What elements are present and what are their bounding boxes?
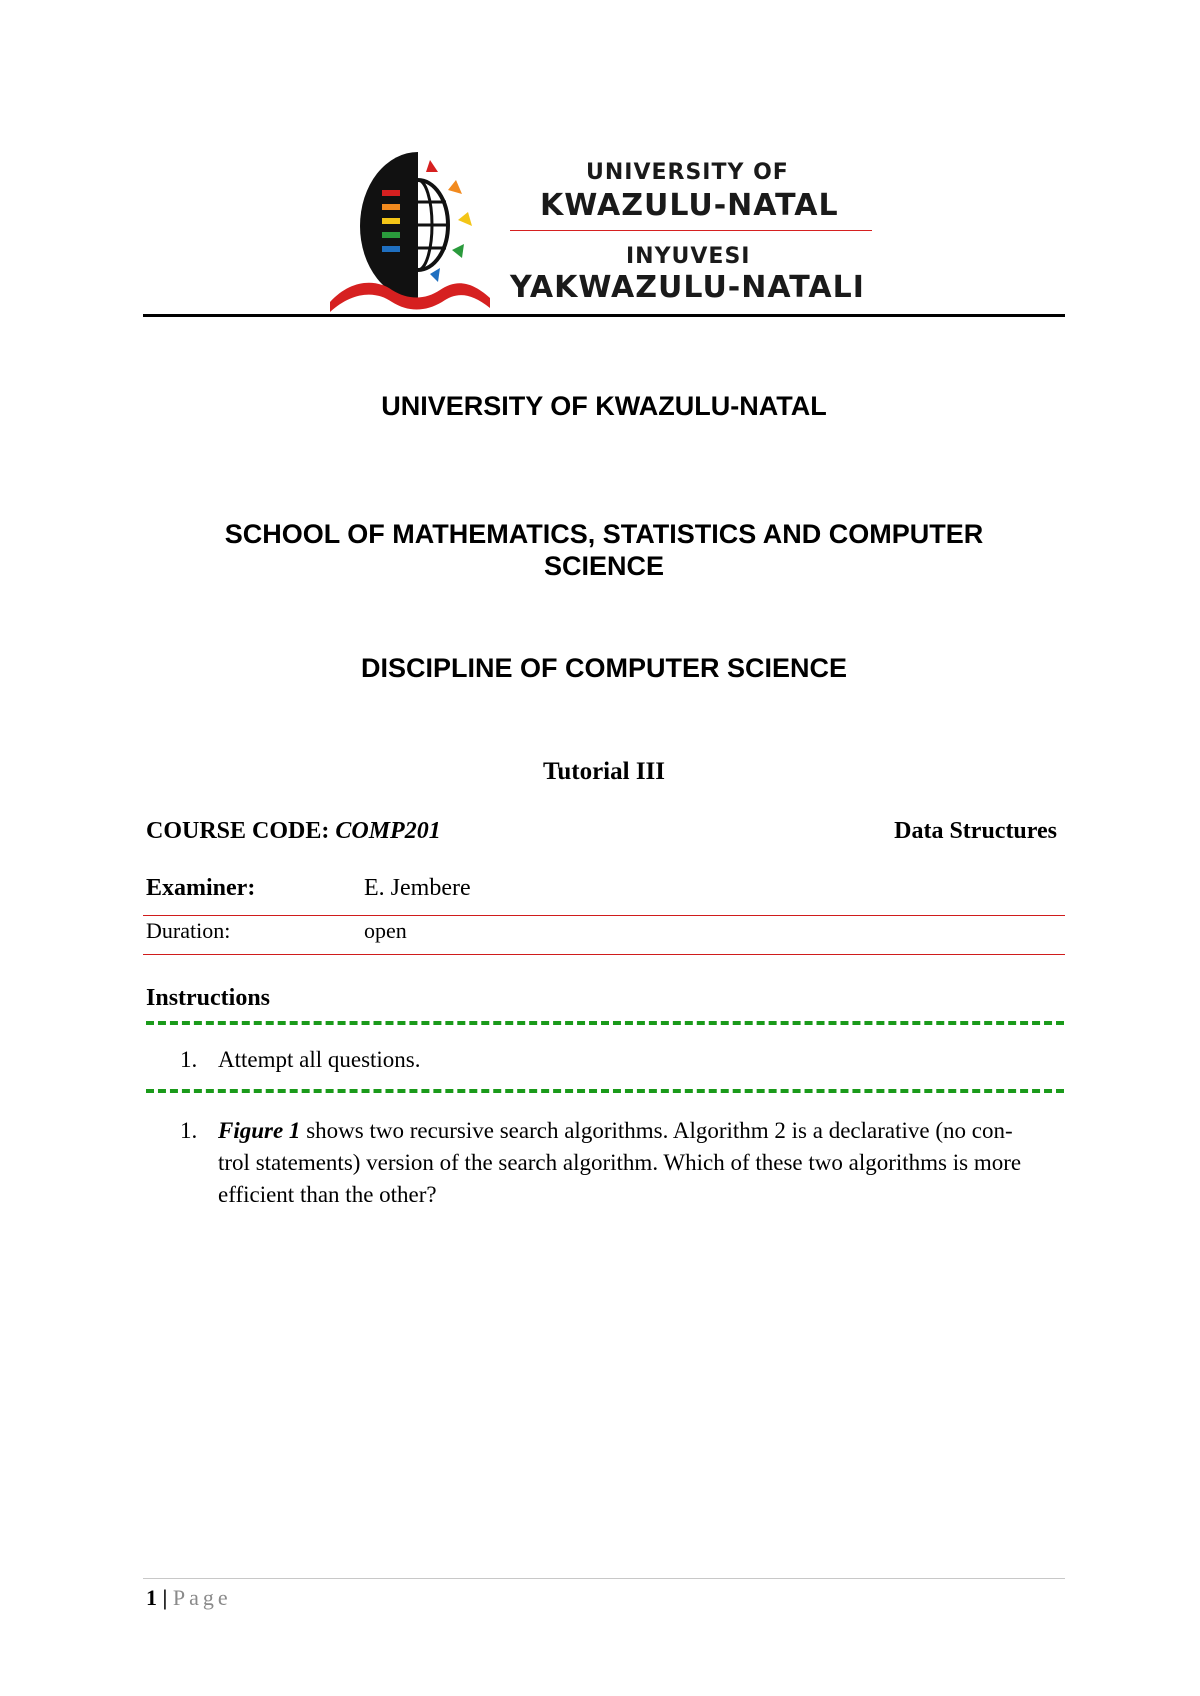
logo-text-inyuvesi: INYUVESI [626, 244, 751, 269]
figure-reference: Figure 1 [218, 1118, 301, 1143]
instruction-item [180, 1044, 197, 1076]
course-name: Data Structures [894, 818, 1057, 844]
instruction-text: Attempt all questions. [218, 1047, 421, 1072]
school-heading [143, 518, 1065, 582]
footer-divider [143, 1578, 1065, 1579]
discipline-heading: DISCIPLINE OF COMPUTER SCIENCE [360, 653, 848, 683]
course-code [146, 818, 441, 845]
examiner-value: E. Jembere [364, 875, 471, 901]
page-number: 1 [146, 1585, 157, 1610]
question-text [218, 1115, 1068, 1211]
header-divider [143, 314, 1065, 317]
logo-text-kwazulu-natal: KWAZULU-NATAL [540, 188, 839, 223]
tutorial-title: Tutorial III [542, 758, 666, 785]
question-number: 1. [180, 1118, 198, 1143]
instructions-top-divider [146, 1021, 1064, 1025]
logo-text-university-of: UNIVERSITY OF [586, 160, 789, 185]
page-word: Page [172, 1585, 232, 1610]
logo-divider [510, 230, 872, 231]
question-line2: trol statements) version of the search algorithm. Which of these two algorithms is more [218, 1150, 1022, 1175]
university-heading: UNIVERSITY OF KWAZULU-NATAL [381, 391, 827, 421]
examiner-label: Examiner: [146, 875, 256, 901]
page-footer [146, 1585, 232, 1611]
duration-label: Duration: [146, 918, 231, 943]
duration-value: open [364, 918, 407, 943]
logo-text-yakwazulu-natali: YAKWAZULU-NATALI [510, 270, 865, 305]
school-heading-line1: SCHOOL OF MATHEMATICS, STATISTICS AND COMPUTER [224, 519, 984, 549]
question-line3: efficient than the other? [218, 1182, 437, 1207]
logo-emblem-icon [330, 150, 490, 315]
duration-divider [143, 954, 1065, 955]
question-line1-text: shows two recursive search algorithms. Algorithm 2 is a declarative (no con- [300, 1118, 1013, 1143]
examiner-divider [143, 915, 1065, 916]
question-line1 [218, 1115, 1068, 1147]
page-separator: | [157, 1585, 173, 1610]
school-heading-line2: SCIENCE [543, 551, 665, 581]
instruction-number: 1. [180, 1047, 198, 1072]
instructions-heading: Instructions [146, 985, 271, 1011]
course-code-value: COMP201 [335, 818, 441, 844]
university-logo [330, 150, 870, 315]
course-code-label: COURSE CODE: [146, 818, 336, 844]
instructions-bottom-divider [146, 1089, 1064, 1093]
